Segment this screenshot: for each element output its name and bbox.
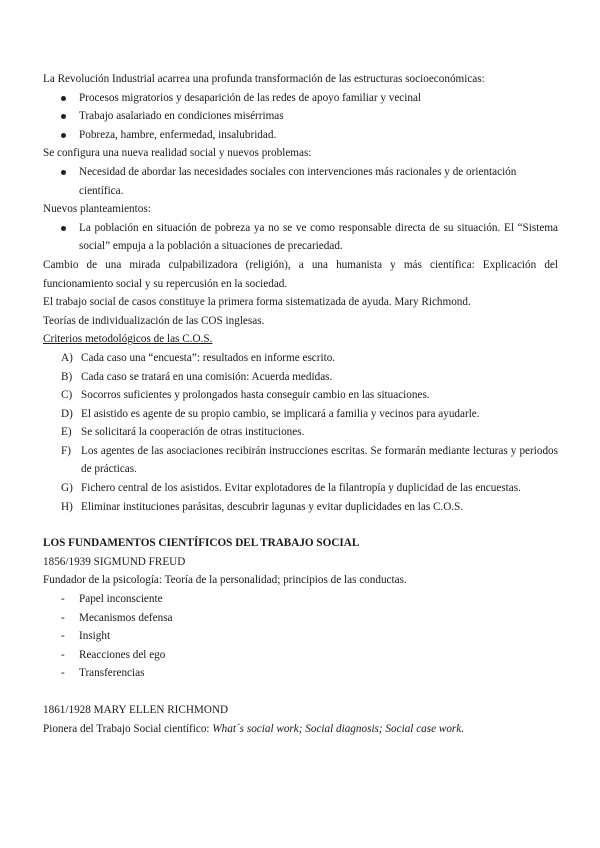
shift-paragraph: Cambio de una mirada culpabilizadora (religión), a una humanista y más científica: Explicación del funcionamiento social y su repercusión en la sociedad. <box>43 258 558 290</box>
item-marker: F) <box>61 444 71 457</box>
freud-years: 1856/1939 <box>43 555 91 568</box>
freud-header <box>43 553 558 572</box>
criteria-item <box>61 405 558 424</box>
theories-paragraph: Teorías de individualización de las COS inglesas. <box>43 314 265 327</box>
item-text: Cada caso se tratará en una comisión: Acuerda medidas. <box>81 370 333 383</box>
new-approaches-label: Nuevos planteamientos: <box>43 203 151 216</box>
item-marker: C) <box>61 389 73 402</box>
item-text: El asistido es agente de su propio cambio, se implicará a familia y vecinos para ayudarle. <box>81 407 480 420</box>
item-text: Los agentes de las asociaciones recibirán instrucciones escritas. Se formarán mediante lecturas y periodos de prácticas. <box>81 444 558 476</box>
criteria-item <box>61 479 558 498</box>
item-text: Socorros suficientes y prolongados hasta conseguir cambio en las situaciones. <box>81 389 430 402</box>
list-item: - Papel inconsciente <box>43 590 558 609</box>
casework-paragraph: El trabajo social de casos constituye la primera forma sistematizada de ayuda. Mary Richmond. <box>43 296 471 309</box>
freud-description: Fundador de la psicología: Teoría de la personalidad; principios de las conductas. <box>43 574 407 587</box>
intro-paragraph: La Revolución Industrial acarrea una profunda transformación de las estructuras socioeconómicas: <box>43 73 485 85</box>
criteria-item <box>61 386 558 405</box>
new-reality-paragraph: Se configura una nueva realidad social y nuevos problemas: <box>43 147 312 160</box>
item-marker: H) <box>61 500 73 513</box>
consequences-list <box>43 89 558 145</box>
criteria-item <box>61 368 558 387</box>
item-text: Fichero central de los asistidos. Evitar explotadores de la filantropía y duplicidad de las encuestas. <box>81 482 521 495</box>
item-text: Cada caso una “encuesta”: resultados en informe escrito. <box>81 351 336 364</box>
item-text: Eliminar instituciones parásitas, descubrir lagunas y evitar duplicidades en las C.O.S. <box>81 500 464 513</box>
list-item: Procesos migratorios y desaparición de las redes de apoyo familiar y vecinal <box>43 89 558 108</box>
list-item: Trabajo asalariado en condiciones misérrimas <box>43 107 558 126</box>
freud-name: SIGMUND FREUD <box>93 555 186 568</box>
richmond-name: MARY ELLEN RICHMOND <box>93 704 229 716</box>
section-heading: LOS FUNDAMENTOS CIENTÍFICOS DEL TRABAJO SOCIAL <box>43 537 360 550</box>
item-marker: E) <box>61 426 72 439</box>
list-item: - Transferencias <box>43 664 558 683</box>
richmond-header <box>43 701 558 720</box>
item-marker: D) <box>61 407 73 420</box>
list-item: - Reacciones del ego <box>43 646 558 665</box>
criteria-item <box>61 423 558 442</box>
criteria-item <box>61 349 558 368</box>
item-marker: G) <box>61 482 73 495</box>
item-text: Se solicitará la cooperación de otras instituciones. <box>81 426 305 439</box>
richmond-works: What´s social work; Social diagnosis; Social case work. <box>212 722 465 735</box>
item-marker: B) <box>61 370 73 383</box>
approaches-list <box>43 219 558 256</box>
richmond-lead: Pionera del Trabajo Social científico: <box>43 722 210 735</box>
criteria-list <box>43 349 558 516</box>
document-page <box>43 70 558 738</box>
criteria-title: Criterios metodológicos de las C.O.S. <box>43 333 213 346</box>
richmond-years: 1861/1928 <box>43 704 91 716</box>
list-item: Necesidad de abordar las necesidades sociales con intervenciones más racionales y de orientación científica. <box>43 163 558 200</box>
item-marker: A) <box>61 351 73 364</box>
list-item: - Insight <box>43 627 558 646</box>
freud-concepts-list <box>43 590 558 683</box>
list-item: Pobreza, hambre, enfermedad, insalubridad. <box>43 126 558 145</box>
list-item: La población en situación de pobreza ya no se ve como responsable directa de su situación. El “Sistema social” empuja a la población a situaciones de precariedad. <box>43 219 558 256</box>
needs-list <box>43 163 558 200</box>
criteria-item <box>61 442 558 479</box>
list-item: - Mecanismos defensa <box>43 609 558 628</box>
criteria-item <box>61 498 558 517</box>
richmond-description <box>43 720 558 739</box>
